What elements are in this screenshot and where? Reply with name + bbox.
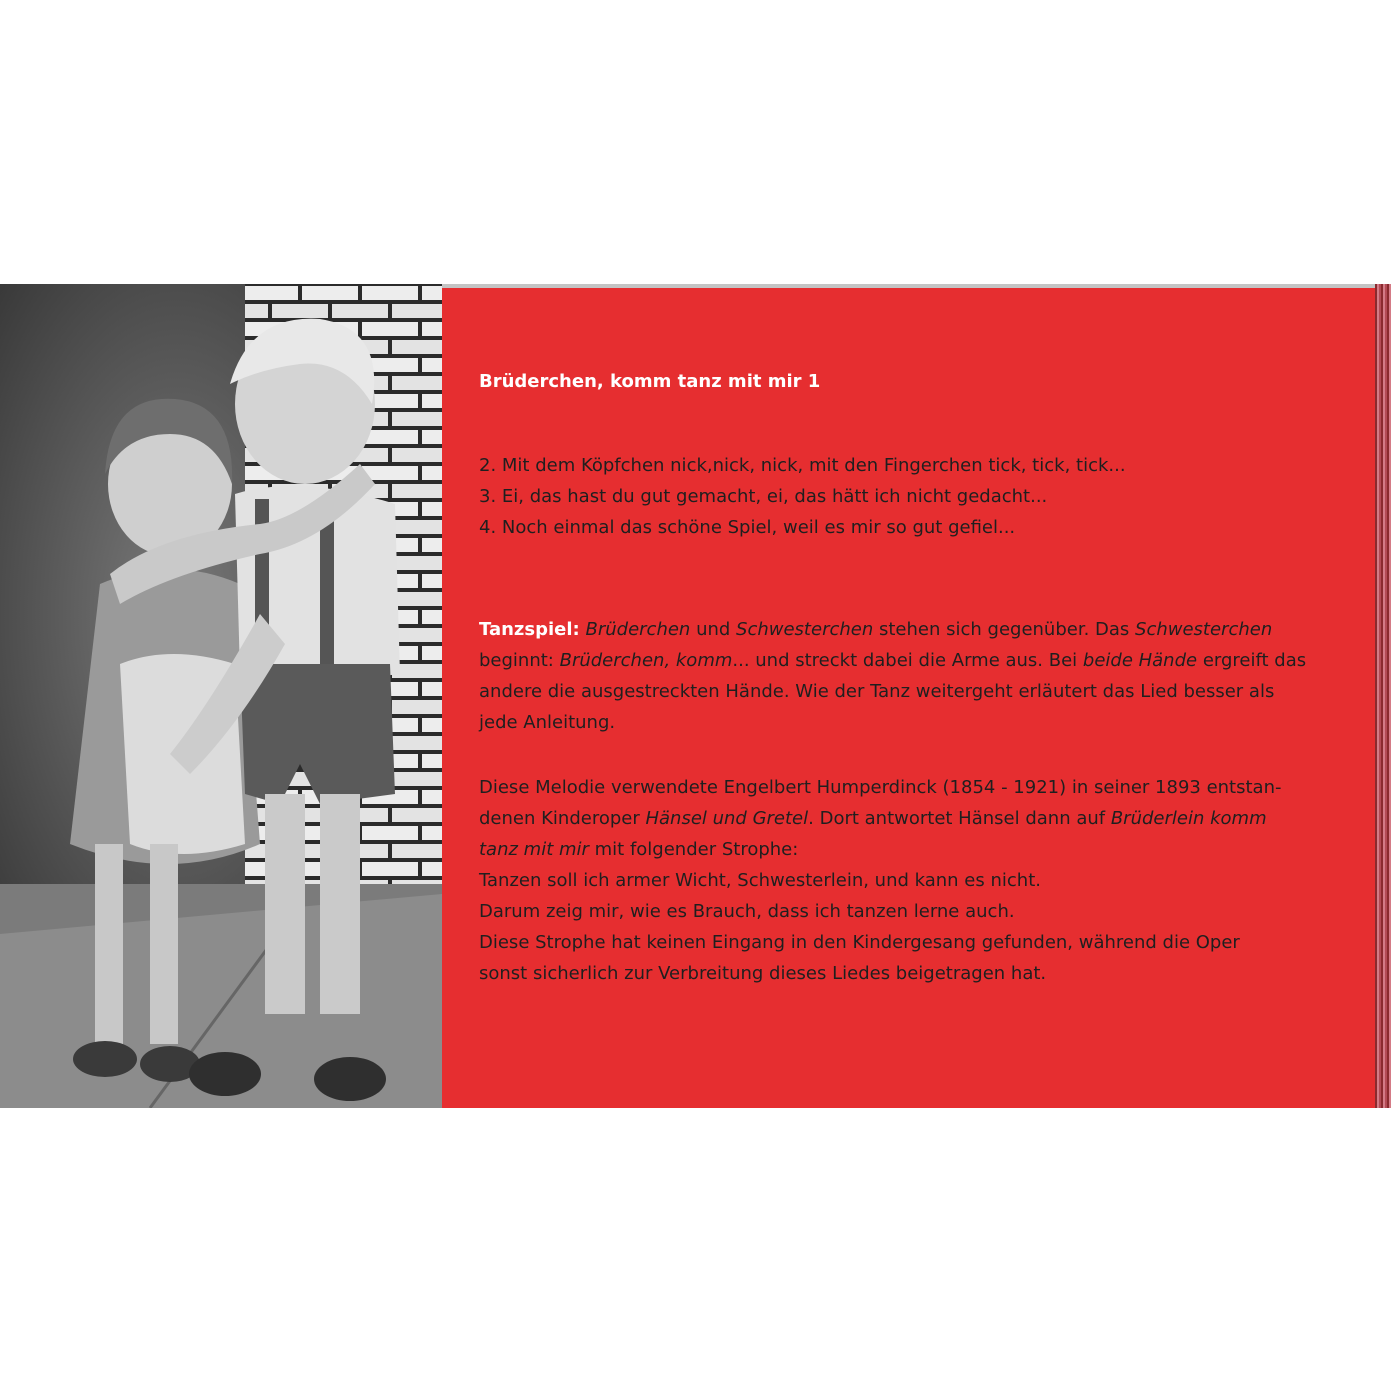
melody-line-3 — [479, 834, 1309, 865]
dance-text-4: stehen sich gegenüber. Das — [873, 619, 1136, 640]
verse-4: 4. Noch einmal das schöne Spiel, weil es mir so gut gefiel... — [479, 517, 1016, 538]
melody-line-7: sonst sicherlich zur Verbreitung dieses Liedes beigetragen hat. — [479, 963, 1047, 984]
dance-text-1: Brüderchen — [585, 619, 691, 640]
verse-list — [479, 450, 1126, 543]
melody-line-4: Tanzen soll ich armer Wicht, Schwesterlein, und kann es nicht. — [479, 870, 1041, 891]
dance-text-2: und — [690, 619, 737, 640]
dance-game-paragraph — [479, 614, 1309, 738]
verse-2: 2. Mit dem Köpfchen nick,nick, nick, mit den Fingerchen tick, tick, tick... — [479, 455, 1126, 476]
dance-text-7: Brüderchen, komm — [559, 650, 733, 671]
children-photo — [0, 284, 442, 1108]
melody-paragraph — [479, 772, 1309, 989]
melody-text-3b: mit folgender Strophe: — [588, 839, 799, 860]
opera-title: Hänsel und Gretel — [645, 808, 809, 829]
book-page-edge — [1375, 284, 1391, 1108]
dance-text-6: beginnt: — [479, 650, 560, 671]
song-title: Brüderchen, komm tanz mit mir 1 — [479, 371, 821, 392]
dance-text-9: beide Hände — [1082, 650, 1198, 671]
melody-line-6: Diese Strophe hat keinen Eingang in den Kindergesang gefunden, während die Oper — [479, 932, 1240, 953]
melody-line-2 — [479, 803, 1309, 834]
melody-text-2c: . Dort antwortet Hänsel dann auf — [808, 808, 1111, 829]
dance-game-label: Tanzspiel: — [479, 619, 580, 640]
dance-text-10: ergreift das andere die ausgestreckten Hände. Wie der Tanz weitergeht erläutert das Lied besser als jede Anleitung. — [479, 650, 1307, 733]
dance-text-8: ... und streckt dabei die Arme aus. Bei — [732, 650, 1083, 671]
melody-text-2a: denen Kinderoper — [479, 808, 646, 829]
melody-line-1: Diese Melodie verwendete Engelbert Humperdinck (1854 - 1921) in seiner 1893 entstan- — [479, 777, 1282, 798]
melody-text-3a: tanz mit mir — [479, 839, 589, 860]
melody-text-2d: Brüderlein komm — [1110, 808, 1267, 829]
dance-text-3: Schwesterchen — [736, 619, 874, 640]
verse-3: 3. Ei, das hast du gut gemacht, ei, das hätt ich nicht gedacht... — [479, 486, 1048, 507]
dance-text-5: Schwesterchen — [1135, 619, 1273, 640]
melody-line-5: Darum zeig mir, wie es Brauch, dass ich tanzen lerne auch. — [479, 901, 1015, 922]
children-dancing-photo — [0, 284, 442, 1108]
